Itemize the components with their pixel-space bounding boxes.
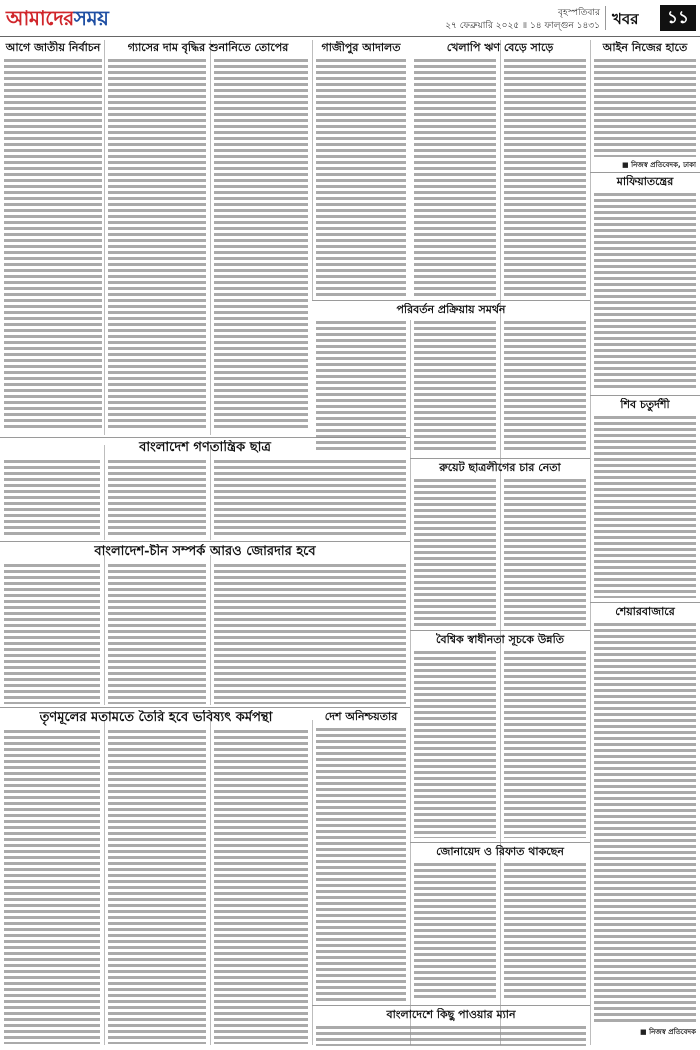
article-body-col1 [108, 59, 206, 431]
article-body-col1 [4, 730, 100, 1044]
article-country-uncertainty [316, 710, 406, 1003]
column-rule [312, 720, 313, 1045]
issue-date: ২৭ ফেব্রুয়ারি ২০২৫ ॥ ১৪ ফাল্গুন ১৪৩১ [445, 21, 600, 31]
article-headline: খেলাপি ঋণ বেড়ে সাড়ে [446, 41, 554, 54]
article-headline: শেয়ারবাজারে [615, 605, 675, 618]
article-law-in-own-hands [594, 41, 696, 170]
column-rule [104, 40, 105, 435]
article-body-col1 [4, 564, 100, 704]
article-ruet-chhatra-league [414, 461, 586, 628]
section-rule [410, 630, 590, 631]
article-default-loan [414, 41, 586, 298]
article-body-col2 [108, 730, 206, 1044]
article-body-col2 [108, 564, 206, 704]
article-body-col3 [214, 460, 406, 538]
article-body [316, 728, 406, 1001]
article-headline: শিব চতুর্দশী [620, 398, 670, 411]
article-grassroots-opinion [4, 710, 308, 1045]
article-headline: পরিবর্তন প্রক্রিয়ায় সমর্থন [396, 303, 506, 316]
page-number: ১১ [660, 5, 696, 31]
column-rule [590, 40, 591, 1045]
article-gazipur-court [316, 41, 406, 298]
article-headline: আগে জাতীয় নির্বাচন [5, 41, 101, 54]
article-headline: জোনায়েদ ও রিফাত থাকছেন [436, 845, 564, 858]
article-byline: ■ নিজস্ব প্রতিবেদক [637, 1026, 696, 1038]
article-headline: মাফিয়াতন্ত্রের [616, 175, 674, 188]
article-body-col2 [414, 321, 496, 451]
article-change-process-support [316, 303, 586, 453]
article-body [316, 59, 406, 296]
article-body-col2 [504, 479, 586, 626]
section-rule [590, 172, 700, 173]
article-body [594, 623, 696, 1023]
article-shiva-chaturdashi [594, 398, 696, 600]
article-body-col1 [414, 863, 496, 1001]
article-headline: দেশ অনিশ্চয়তার [324, 710, 398, 723]
article-body-col1 [414, 651, 496, 838]
article-headline: গ্যাসের দাম বৃদ্ধির শুনানিতে তোপের [127, 41, 289, 54]
article-body [594, 59, 696, 157]
article-body-col2 [504, 863, 586, 1001]
article-body-col1 [414, 479, 496, 626]
article-body-col1 [316, 321, 406, 451]
article-headline: গাজীপুর আদালত [321, 41, 401, 54]
article-headline: রুয়েট ছাত্রলীগের চার নেতা [439, 461, 561, 474]
article-body-col3 [214, 564, 406, 704]
article-body-col1 [414, 59, 496, 296]
article-body-col2 [108, 460, 206, 538]
article-junaid-rifat [414, 845, 586, 1003]
section-rule [0, 707, 410, 708]
article-share-market [594, 605, 696, 1045]
article-body-col2 [504, 651, 586, 838]
article-body-col3 [214, 730, 308, 1044]
article-mafia-rule [594, 175, 696, 393]
article-body-col1 [4, 460, 100, 538]
article-body-col2 [214, 59, 308, 431]
article-headline: বৈশ্বিক স্বাধীনতা সূচকে উন্নতি [436, 633, 564, 646]
article-freedom-index [414, 633, 586, 840]
article-headline: বাংলাদেশে কিছু পাওয়ার ম্যান [386, 1008, 516, 1021]
section-rule [410, 842, 590, 843]
article-power-man [316, 1008, 586, 1048]
article-headline: আইন নিজের হাতে [602, 41, 688, 54]
masthead [0, 0, 700, 37]
section-rule [410, 458, 590, 459]
section-rule [590, 395, 700, 396]
section-name: খবর [612, 10, 639, 28]
article-headline: তৃণমূলের মতামতে তৈরি হবে ভবিষ্যৎ কর্মপন্থা [39, 710, 273, 725]
article-gas-price-hearing [108, 41, 308, 433]
article-body-col2 [504, 59, 586, 296]
article-body-col3 [504, 321, 586, 451]
article-body [594, 193, 696, 391]
article-national-election [4, 41, 102, 433]
article-byline: ■ নিজস্ব প্রতিবেদক, ঢাকা [619, 159, 696, 170]
section-rule [312, 1005, 590, 1006]
column-rule [312, 40, 313, 300]
article-body [316, 1026, 586, 1046]
newspaper-logo: আমাদেরসময় [6, 6, 109, 30]
section-rule [590, 602, 700, 603]
header-divider [605, 6, 606, 30]
article-bangladesh-china-relation [4, 544, 406, 705]
section-rule [312, 300, 590, 301]
article-body [4, 59, 102, 431]
article-headline: বাংলাদেশ গণতান্ত্রিক ছাত্র [139, 440, 271, 455]
issue-day: বৃহস্পতিবার [558, 8, 600, 18]
article-headline: বাংলাদেশ-চীন সম্পর্ক আরও জোরদার হবে [94, 544, 316, 559]
section-rule [0, 541, 410, 542]
article-body [594, 416, 696, 598]
article-student-union [4, 440, 406, 539]
